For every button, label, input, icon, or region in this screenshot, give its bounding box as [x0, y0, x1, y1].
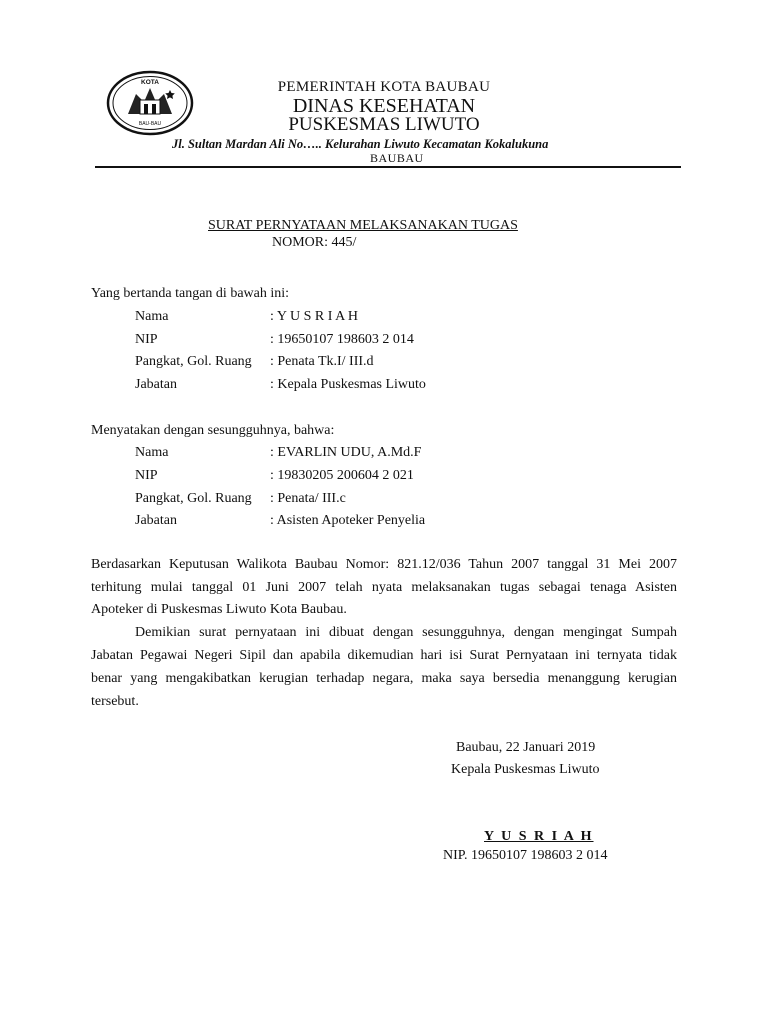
section2-name-label: Nama [135, 445, 169, 460]
section2-position-label: Jabatan [135, 513, 177, 528]
document-title: SURAT PERNYATAAN MELAKSANAKAN TUGAS [208, 218, 518, 233]
body-p2-line4: tersebut. [91, 694, 139, 709]
body-p1-line2: terhitung mulai tanggal 01 Juni 2007 telah nyata melaksanakan tugas sebagai tenaga Asisten [91, 580, 677, 595]
section1-nip-label: NIP [135, 332, 158, 347]
section1-position-label: Jabatan [135, 377, 177, 392]
section1-rank-label: Pangkat, Gol. Ruang [135, 354, 252, 369]
section2-nip-label: NIP [135, 468, 158, 483]
section1-position-value: : Kepala Puskesmas Liwuto [270, 377, 426, 392]
signature-nip: NIP. 19650107 198603 2 014 [443, 848, 608, 863]
letterhead-institution: PUSKESMAS LIWUTO [288, 114, 480, 135]
body-p2-line1: Demikian surat pernyataan ini dibuat dengan sesungguhnya, dengan mengingat Sumpah [135, 625, 677, 640]
logo-text-top: KOTA [141, 79, 159, 86]
letterhead-department: DINAS KESEHATAN [292, 95, 476, 117]
signature-position: Kepala Puskesmas Liwuto [451, 762, 600, 777]
logo-text-bottom: BAU-BAU [138, 121, 162, 127]
body-p1-line1: Berdasarkan Keputusan Walikota Baubau Nomor: 821.12/036 Tahun 2007 tanggal 31 Mei 2007 [91, 557, 677, 572]
section2-position-value: : Asisten Apoteker Penyelia [270, 513, 426, 528]
letterhead-address: Jl. Sultan Mardan Ali No….. Kelurahan Liwuto Kecamatan Kokalukuna [172, 137, 549, 151]
signature-place-date: Baubau, 22 Januari 2019 [456, 740, 596, 755]
section2-rank-label: Pangkat, Gol. Ruang [135, 491, 252, 506]
section1-name-value: : Y U S R I A H [270, 309, 359, 324]
body-p1-line3: Apoteker di Puskesmas Liwuto Kota Baubau. [91, 602, 347, 617]
signature-name: Y U S R I A H [484, 829, 594, 844]
section2-intro: Menyatakan dengan sesungguhnya, bahwa: [91, 423, 335, 438]
section2-rank-value: : Penata/ III.c [270, 491, 346, 506]
body-p2-line2: Jabatan Pegawai Negeri Sipil dan apabila dikemudian hari isi Surat Pernyataan ini ternyata tidak [91, 648, 677, 663]
document-number: NOMOR: 445/ [272, 235, 357, 250]
body-p2-line3: benar yang mengakibatkan kerugian terhadap negara, maka saya bersedia menanggung kerugian [91, 671, 677, 686]
section1-nip-value: : 19650107 198603 2 014 [270, 332, 414, 347]
section2-nip-value: : 19830205 200604 2 021 [270, 468, 414, 483]
letterhead-city: BAUBAU [370, 151, 424, 165]
section1-name-label: Nama [135, 309, 169, 324]
section2-name-value: : EVARLIN UDU, A.Md.F [270, 445, 422, 460]
section1-rank-value: : Penata Tk.I/ III.d [270, 354, 374, 369]
section1-intro: Yang bertanda tangan di bawah ini: [91, 286, 290, 301]
letterhead-government: PEMERINTAH KOTA BAUBAU [277, 79, 491, 95]
letterhead-divider [95, 166, 681, 168]
